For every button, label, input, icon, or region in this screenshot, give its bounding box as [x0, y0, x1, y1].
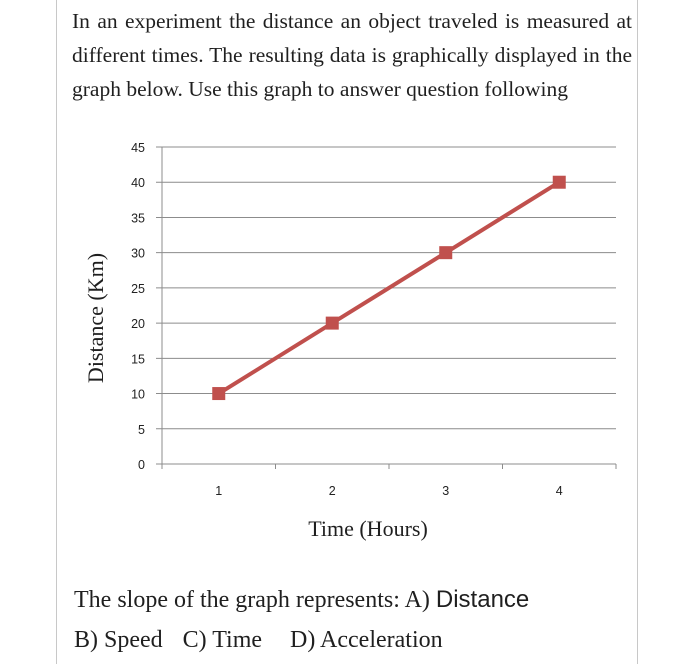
y-tick-label: 35	[131, 211, 145, 226]
y-tick-label: 0	[138, 458, 145, 472]
y-tick-label: 5	[138, 422, 145, 437]
y-tick-label: 25	[131, 281, 145, 296]
y-tick-label: 10	[131, 387, 145, 402]
data-point-marker	[326, 317, 339, 330]
option-d[interactable]: D) Acceleration	[290, 627, 443, 653]
x-tick-label: 1	[215, 484, 223, 498]
y-tick-label: 45	[131, 141, 145, 155]
question-line-1	[74, 580, 674, 620]
data-point-marker	[553, 176, 566, 189]
intro-text: In an experiment the distance an object traveled is measured at different times. The resulting data is graphically displayed in the graph below. Use this graph to answer question following	[72, 9, 632, 101]
y-axis-title: Distance (Km)	[83, 252, 108, 384]
y-tick-label: 20	[131, 317, 145, 332]
data-point-marker	[212, 387, 225, 400]
data-point-marker	[439, 246, 452, 259]
x-tick-label: 2	[328, 484, 336, 498]
y-tick-label: 15	[131, 352, 145, 367]
x-tick-label: 4	[555, 484, 563, 498]
y-tick-label: 30	[131, 246, 145, 261]
option-c[interactable]: C) Time	[182, 627, 263, 653]
x-axis-title: Time (Hours)	[308, 516, 428, 541]
question-line-2	[74, 620, 674, 660]
y-tick-label: 40	[131, 176, 145, 191]
option-b[interactable]: B) Speed	[74, 627, 163, 653]
question-block	[74, 580, 674, 660]
x-tick-label: 3	[442, 484, 450, 498]
question-prompt: The slope of the graph represents: A)	[74, 587, 430, 613]
option-a[interactable]: Distance	[435, 586, 530, 613]
